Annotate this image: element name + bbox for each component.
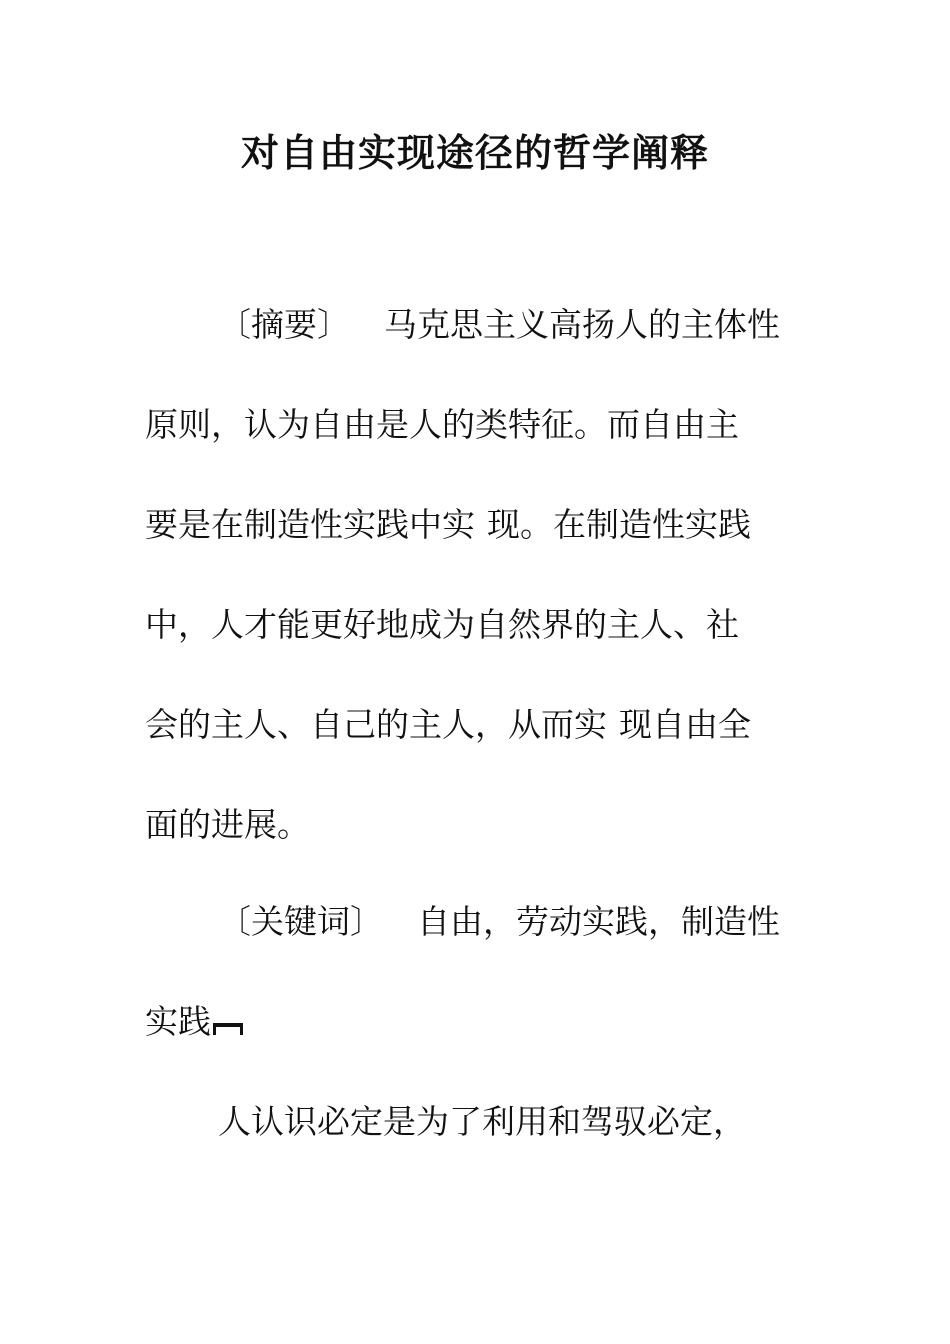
abstract-line-3b: 现。在制造性实践	[487, 505, 751, 544]
abstract-line-3a: 要是在制造性实践中实	[145, 505, 475, 544]
abstract-line-1-text: 马克思主义高扬人的主体性	[384, 305, 780, 344]
keywords-line-2	[145, 1000, 810, 1044]
abstract-line-1	[218, 303, 883, 347]
abstract-line-5	[145, 703, 810, 747]
keywords-line-1-text: 自由，劳动实践，制造性	[417, 902, 780, 941]
document-title: 对自由实现途径的哲学阐释	[240, 131, 709, 175]
section-marker	[213, 1023, 243, 1035]
abstract-line-6: 面的进展。	[145, 805, 310, 844]
abstract-line-5a: 会的主人、自己的主人，从而实	[145, 705, 607, 744]
body-line-1: 人认识必定是为了利用和驾驭必定，	[218, 1102, 746, 1141]
keywords-line-2-text: 实践	[145, 1002, 211, 1041]
abstract-line-5b: 现自由全	[619, 705, 751, 744]
abstract-label: 〔摘要〕	[218, 305, 350, 344]
keywords-label: 〔关键词〕	[218, 902, 383, 941]
keywords-line-1	[218, 900, 883, 944]
abstract-line-4: 中，人才能更好地成为自然界的主人、社	[145, 605, 739, 644]
abstract-line-3	[145, 503, 810, 547]
abstract-line-2: 原则，认为自由是人的类特征。而自由主	[145, 405, 739, 444]
